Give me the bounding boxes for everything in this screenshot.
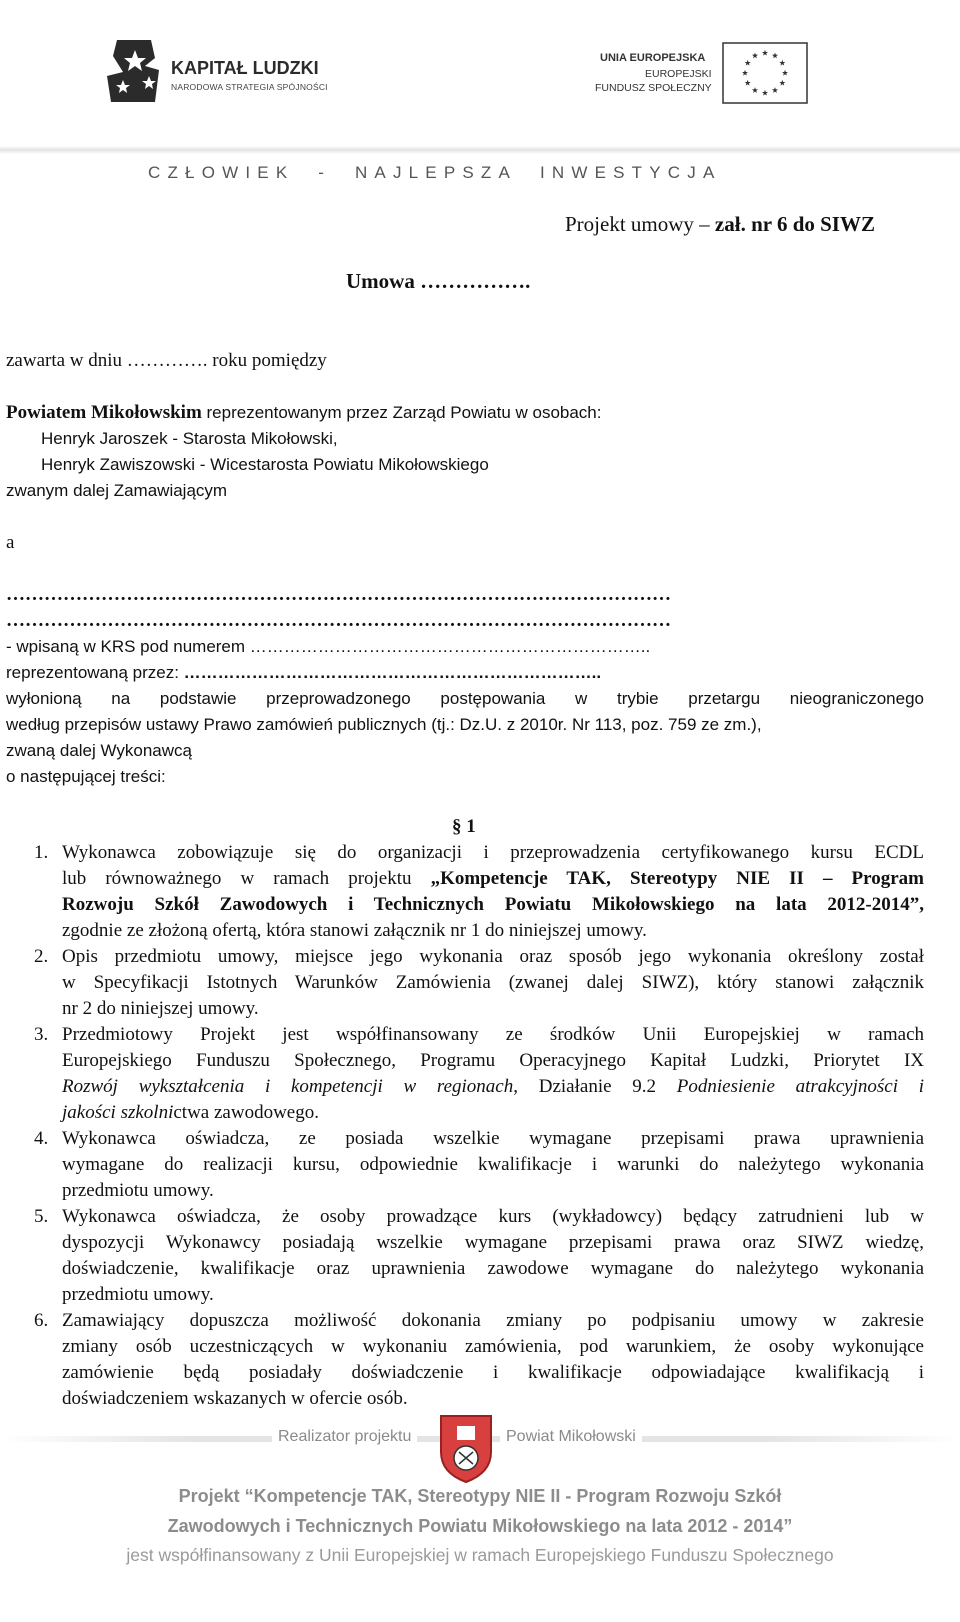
item-5-line-2: dyspozycji Wykonawcy posiadają wszelkie wymagane przepisami prawa oraz SIWZ wiedzę, (62, 1232, 924, 1253)
item-2-line-3: nr 2 do niniejszej umowy. (62, 998, 259, 1019)
projekt-label-a: Projekt umowy – (565, 212, 715, 236)
footer-line-1-text: Projekt “Kompetencje TAK, Stereotypy NIE II - Program Rozwoju Szkół (178, 1486, 782, 1506)
footer-realizator: Realizator projektu (272, 1428, 417, 1446)
item-3-number: 3. (34, 1024, 49, 1045)
item-1-line-2b: „Kompetencje TAK, Stereotypy NIE II – Program (430, 868, 924, 889)
item-6-line-1: Zamawiający dopuszcza możliwość dokonania zmiany po podpisaniu umowy w zakresie (62, 1310, 924, 1331)
kl-title: KAPITAŁ LUDZKI (171, 58, 319, 78)
dots-line-1: …………………………………………………………………………………………… (6, 584, 671, 605)
item-3-line-4a: jakości szkolni (62, 1102, 174, 1123)
header-divider (0, 146, 960, 154)
item-2-line-1: Opis przedmiotu umowy, miejsce jego wykonania oraz sposób jego wykonania określony został (62, 946, 924, 967)
item-3-line-3c: Podniesienie atrakcyjności i (676, 1076, 924, 1097)
projekt-label-b: zał. nr 6 do SIWZ (714, 212, 875, 236)
item-1-line-4: zgodnie ze złożoną ofertą, która stanowi załącznik nr 1 do niniejszej umowy. (62, 920, 647, 941)
footer-line-3: jest współfinansowany z Unii Europejskiej w ramach Europejskiego Funduszu Społecznego (126, 1545, 834, 1565)
zwana-line: zwaną dalej Wykonawcą (6, 741, 192, 760)
krs-line: - wpisaną w KRS pod numerem …………………………………………………………….. (6, 637, 651, 656)
eu-flag-icon (722, 42, 808, 104)
section-heading: § 1 (452, 816, 476, 837)
item-6-number: 6. (34, 1310, 49, 1331)
zawarta-line: zawarta w dniu …………. roku pomiędzy (6, 350, 327, 371)
item-3-line-3b: , Działanie 9.2 (513, 1076, 677, 1097)
item-5-line-1: Wykonawca oświadcza, że osoby prowadzące kurs (wykładowcy) będący zatrudnieni lub w (62, 1206, 924, 1227)
powiat-line (6, 400, 602, 426)
contract-title: Umowa ……………. (346, 269, 531, 293)
item-1-line-2a: lub równoważnego w ramach projektu (62, 868, 431, 889)
footer-line-2: Zawodowych i Technicznych Powiatu Mikołowskiego na lata 2012 - 2014” (167, 1516, 793, 1536)
item-3-line-3a: Rozwój wykształcenia i kompetencji w regionach (62, 1076, 514, 1097)
slogan: CZŁOWIEK - NAJLEPSZA INWESTYCJA (148, 163, 722, 182)
item-1-number: 1. (34, 842, 49, 863)
item-6-line-4: doświadczeniem wskazanych w ofercie osób. (62, 1388, 408, 1409)
item-5-line-4: przedmiotu umowy. (62, 1284, 214, 1305)
item-2-number: 2. (34, 946, 49, 967)
powiat-bold: Powiatem Mikołowskim (6, 402, 202, 423)
item-3-line-2: Europejskiego Funduszu Społecznego, Programu Operacyjnego Kapitał Ludzki, Priorytet IX (62, 1050, 924, 1071)
wylon-line-2: według przepisów ustawy Prawo zamówień publicznych (tj.: Dz.U. z 2010r. Nr 113, poz. 759 ze zm.), (6, 715, 762, 734)
item-4-line-1: Wykonawca oświadcza, ze posiada wszelkie wymagane przepisami prawa uprawnienia (62, 1128, 924, 1149)
projekt-label (565, 210, 875, 238)
item-4-line-2: wymagane do realizacji kursu, odpowiednie kwalifikacje i warunki do należytego wykonania (62, 1154, 924, 1175)
footer-powiat: Powiat Mikołowski (500, 1428, 642, 1446)
item-5-line-3: doświadczenie, kwalifikacje oraz uprawnienia zawodowe wymagane do należytego wykonania (62, 1258, 924, 1279)
item-3-line-1: Przedmiotowy Projekt jest współfinansowany ze środków Unii Europejskiej w ramach (62, 1024, 924, 1045)
footer-line-1 (0, 1486, 960, 1507)
item-3-line-4 (62, 1100, 319, 1126)
item-1-line-2 (62, 866, 924, 892)
item-6-line-3: zamówienie będą posiadały doświadczenie i kwalifikacje odpowiadające kwalifikacją i (62, 1362, 924, 1383)
eu-line2: EUROPEJSKI (645, 68, 712, 80)
item-1-line-1: Wykonawca zobowiązuje się do organizacji i przeprowadzenia certyfikowanego kursu ECDL (62, 842, 924, 863)
reprez-b: ……………………………………………………………….. (183, 663, 602, 682)
eu-line3: FUNDUSZ SPOŁECZNY (595, 82, 712, 94)
zwanym-line: zwanym dalej Zamawiającym (6, 481, 228, 500)
item-3-line-4b: ctwa zawodowego. (173, 1102, 319, 1123)
wylon-line-1: wyłonioną na podstawie przeprowadzonego postępowania w trybie przetargu nieograniczonego (6, 689, 924, 708)
powiat-coat-of-arms-icon (437, 1412, 495, 1484)
item-4-line-3: przedmiotu umowy. (62, 1180, 214, 1201)
kapital-ludzki-logo (105, 36, 345, 108)
item-3-line-3 (62, 1074, 924, 1100)
tresc-line: o następującej treści: (6, 767, 166, 786)
dots-line-2: …………………………………………………………………………………………… (6, 610, 671, 631)
kl-subtitle: NARODOWA STRATEGIA SPÓJNOŚCI (171, 82, 328, 92)
kapital-ludzki-emblem-icon (105, 36, 167, 106)
reprez-line (6, 660, 921, 686)
a-line: a (6, 532, 15, 553)
item-5-number: 5. (34, 1206, 49, 1227)
eu-line1: UNIA EUROPEJSKA (600, 52, 706, 64)
item-4-number: 4. (34, 1128, 49, 1149)
person-1: Henryk Jaroszek - Starosta Mikołowski, (41, 429, 338, 448)
powiat-rest: reprezentowanym przez Zarząd Powiatu w osobach: (201, 403, 602, 422)
item-6-line-2: zmiany osób uczestniczących w wykonaniu zamówienia, pod warunkiem, że osoby wykonujące (62, 1336, 924, 1357)
item-1-line-3: Rozwoju Szkół Zawodowych i Technicznych Powiatu Mikołowskiego na lata 2012-2014”, (62, 894, 924, 915)
person-2: Henryk Zawiszowski - Wicestarosta Powiatu Mikołowskiego (41, 455, 489, 474)
eu-logo (590, 42, 810, 108)
reprez-a: reprezentowaną przez: (6, 663, 184, 682)
item-2-line-2: w Specyfikacji Istotnych Warunków Zamówienia (zwanej dalej SIWZ), który stanowi załącznik (62, 972, 924, 993)
